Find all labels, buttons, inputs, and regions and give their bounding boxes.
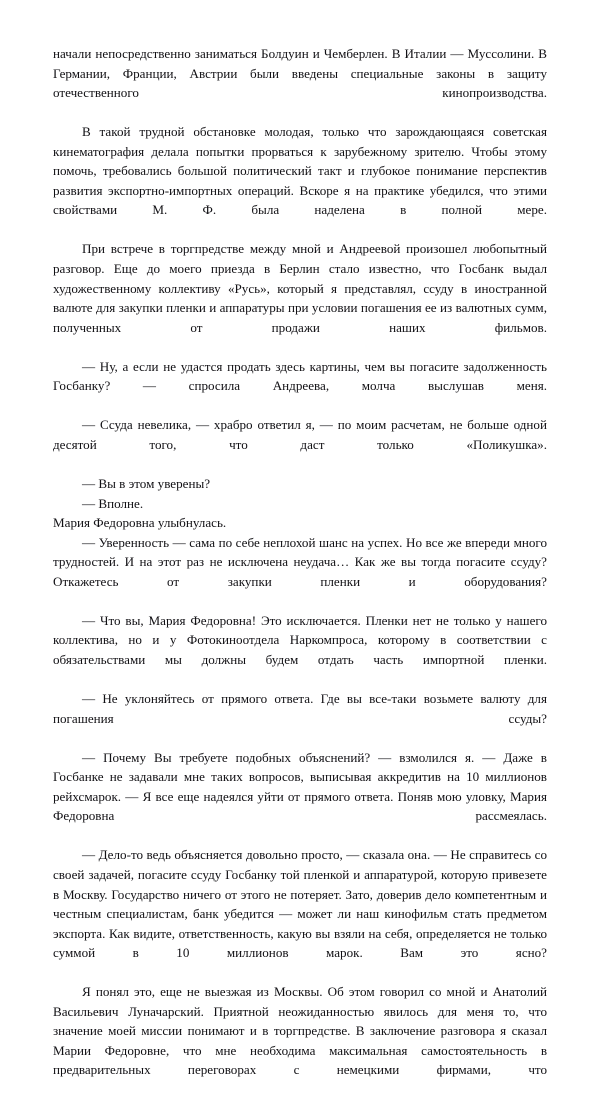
paragraph-dialogue: — Вы в этом уверены?	[82, 476, 211, 492]
paragraph-body-noindent: Мария Федоровна улыбнулась.	[53, 515, 227, 531]
paragraph-dialogue: — Ну, а если не удастся продать здесь картины, чем вы погасите задолженность Госбанку? — спросила Андреева, молча выслушав меня.	[53, 358, 547, 394]
paragraph-body: При встрече в торгпредстве между мной и Андреевой произошел любопытный разговор. Еще до моего приезда в Берлин стало известно, что Госбанк выдал художественному коллективу «Русь», который я представлял, ссуду в иностранной валюте для закупки пленки и аппаратуры при условии погашения ее из валютных сумм, полученных от продажи наших фильмов.	[53, 241, 547, 335]
paragraph-body-continued: начали непосредственно заниматься Болдуин и Чемберлен. В Италии — Муссолини. В Германии, Франции, Австрии были введены специальные законы в защиту отечественного кинопроизводства.	[53, 46, 547, 101]
paragraph-dialogue: — Не уклоняйтесь от прямого ответа. Где вы все-таки возьмете валюту для погашения ссуды?	[53, 691, 547, 726]
paragraph-dialogue: — Почему Вы требуете подобных объяснений? — взмолился я. — Даже в Госбанке не задавали мне таких вопросов, выписывая аккредитив на 10 миллионов рейхсмарок. — Я все еще надеялся уйти от прямого ответа. Поняв мою уловку, Мария Федоровна рассмеялась.	[53, 749, 547, 824]
paragraph-dialogue: — Что вы, Мария Федоровна! Это исключается. Пленки нет не только у нашего коллектива, но и у Фотокиноотдела Наркомпроса, которому в соответствии с обязательствами мы должны будем отдать часть импортной пленки.	[53, 612, 547, 667]
paragraph-dialogue: — Вполне.	[82, 495, 144, 511]
paragraph-dialogue: — Уверенность — сама по себе неплохой шанс на успех. Но все же впереди много трудностей. И на этот раз не исключена неудача… Как же вы тогда погасите ссуду? Откажетесь от закупки пленки и оборудования?	[53, 534, 547, 589]
paragraph-body: Я понял это, еще не выезжая из Москвы. Об этом говорил со мной и Анатолий Васильевич Луначарский. Приятной неожиданностью явилось для меня то, что значение моей миссии понимают и в торгпредстве. В заключение разговора я сказал Марии Федоровне, что мне необходима максимальная самостоятельность в предварительных переговорах с немецкими фирмами, что	[53, 984, 547, 1078]
paragraph-dialogue: — Дело-то ведь объясняется довольно просто, — сказала она. — Не справитесь со своей задачей, погасите ссуду Госбанку той пленкой и аппаратурой, которую привезете в Москву. Государство ничего от этого не потеряет. Зато, доверив дело компетентным и честным специалистам, банк убедится — может ли наш кинофильм стать предметом экспорта. Как видите, ответственность, какую вы взяли на себя, определяется не только суммой в 10 миллионов марок. Вам это ясно?	[53, 847, 547, 961]
paragraph-body: В такой трудной обстановке молодая, только что зарождающаяся советская кинематография делала попытки прорваться к зарубежному зрителю. Чтобы этому помочь, требовались большой политический такт и глубокое понимание перспектив развития экспортно-импортных операций. Вскоре я на практике убедился, что этими свойствами М. Ф. была наделена в полной мере.	[53, 124, 547, 218]
text-column	[53, 44, 547, 1100]
paragraph-dialogue: — Ссуда невелика, — храбро ответил я, — по моим расчетам, не больше одной десятой того, что даст только «Поликушка».	[53, 417, 547, 452]
